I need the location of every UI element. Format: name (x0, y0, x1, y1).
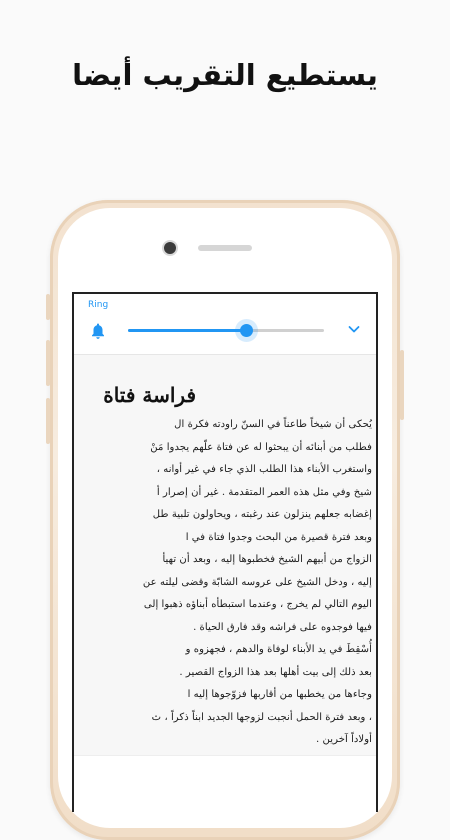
text-line: اليوم التالي لم يخرج ، وعندما استبطأه أبناؤه ذهبوا إلى (143, 599, 372, 610)
phone-screen (72, 292, 378, 812)
text-line: وبعد فترة قصيرة من البحث وجدوا فتاة في ا (185, 531, 372, 543)
phone-volume-up-button (46, 340, 50, 386)
phone-volume-down-button (46, 398, 50, 444)
phone-power-button (400, 350, 404, 420)
document-title: فراسة فتاة (103, 383, 196, 407)
text-line: وجاءها من يخطبها من أقاربها فزوّجوها إليه ا (187, 689, 372, 700)
bottom-blank-area (74, 755, 376, 812)
volume-slider[interactable] (128, 329, 324, 332)
text-line: بعد ذلك إلى بيت أهلها بعد هذا الزواج القصير . (179, 666, 372, 678)
text-line: أُسْقِطَ في يد الأبناء لوفاة والدهم ، فجهزوه و (185, 644, 372, 655)
bell-icon[interactable] (90, 322, 106, 340)
text-line: شيخ وفي مثل هذه العمر المتقدمة . غير أن إصرار أ (156, 486, 372, 498)
text-line: إليه ، ودخل الشيخ على عروسه الشابّة وقضى ليلته عن (142, 576, 372, 588)
text-line: أولاداً آخرين . (316, 734, 372, 745)
text-line: إغضابه جعلهم ينزلون عند رغبته ، ويحاولون تلبية طل (152, 509, 372, 520)
text-line: واستغرب الأبناء هذا الطلب الذي جاء في غير أوانه ، (156, 464, 372, 475)
text-line: فيها فوجدوه على فراشه وقد فارق الحياة . (193, 621, 372, 633)
chevron-down-icon[interactable] (346, 321, 362, 337)
ring-label: Ring (88, 300, 109, 310)
headline: يستطيع التقريب أيضا (72, 58, 378, 92)
volume-slider-fill (128, 329, 246, 332)
volume-slider-thumb[interactable] (240, 324, 253, 337)
document-text (72, 419, 372, 757)
document-page[interactable] (74, 355, 376, 755)
phone-side-button (46, 294, 50, 320)
text-line: ، وبعد فترة الحمل أنجبت لزوجها الجديد ابناً ذكراً ، ث (151, 711, 372, 723)
front-camera (164, 242, 176, 254)
text-line: يُحكى أن شيخاً طاعناً في السنّ راودته فكرة ال (174, 419, 372, 430)
earpiece-speaker (198, 245, 252, 251)
text-line: الزواج من أبيهم الشيخ فخطبوها إليه ، وبعد أن تهيأ (162, 554, 372, 565)
text-line: فطلب من أبنائه أن يبحثوا له عن فتاة علّهم يجدوا مَنْ (150, 441, 372, 453)
